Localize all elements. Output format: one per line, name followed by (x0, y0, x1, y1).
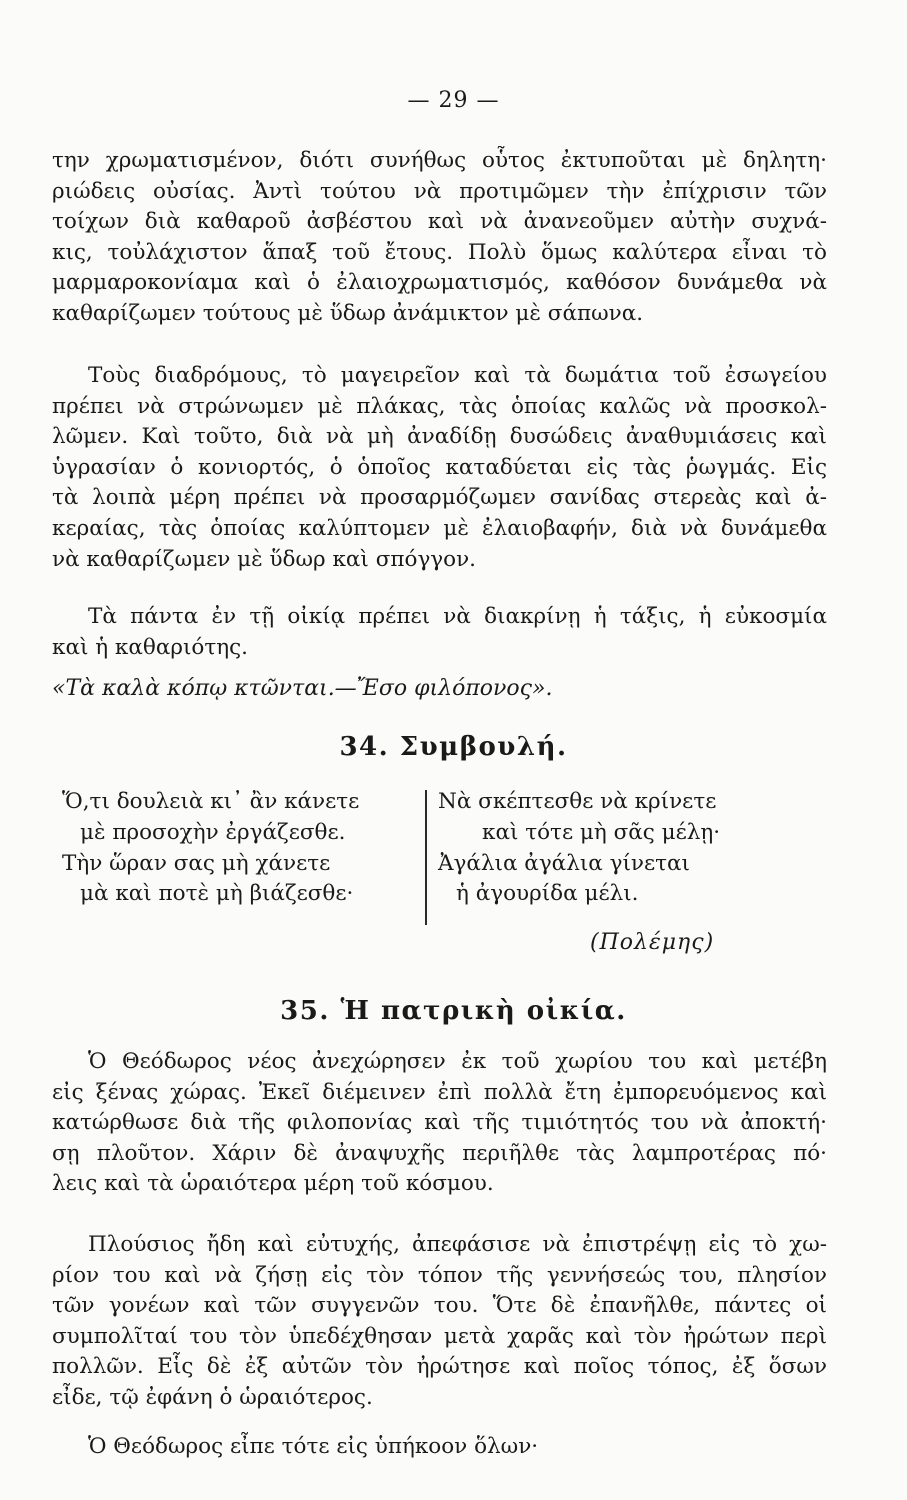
text-line: εἰς ξένας χώρας. Ἐκεῖ διέμεινεν ἐπὶ πολλὰ ἔτη ἐμπορευόμενος καὶ (52, 1079, 827, 1105)
text-line: καὶ ἡ καθαριότης. (52, 634, 249, 660)
section-34-title: 34. Συμβουλή. (339, 732, 568, 762)
paragraph-theodoros-speech (52, 1432, 827, 1463)
text-line: την χρωματισμένον, διότι συνήθως οὗτος ἐκτυποῦται μὲ δηλητη· (52, 148, 827, 173)
poem-author: (Πολέμης) (590, 930, 715, 955)
text-line: εἶδε, τῷ ἐφάνη ὁ ὡραιότερος. (52, 1384, 373, 1410)
poem-right-column (438, 787, 720, 910)
poem-line: μὲ προσοχὴν ἐργάζεσθε. (80, 819, 346, 845)
text-line: Τοὺς διαδρόμους, τὸ μαγειρεῖον καὶ τὰ δωμάτια τοῦ ἐσωγείου (88, 363, 827, 388)
poem-line: Ἀγάλια ἀγάλια γίνεται (438, 850, 690, 876)
text-line: τοίχων διὰ καθαροῦ ἀσβέστου καὶ νὰ ἀνανεοῦμεν αὐτὴν συχνά- (52, 209, 827, 235)
text-line: κατώρθωσε διὰ τῆς φιλοπονίας καὶ τῆς τιμιότητός του νὰ ἀποκτή· (52, 1110, 827, 1136)
text-line: συμπολῖταί του τὸν ὑπεδέχθησαν μετὰ χαρᾶς καὶ τὸν ἠρώτων περὶ (52, 1323, 827, 1349)
poem-line: Τὴν ὥραν σας μὴ χάνετε (62, 850, 331, 876)
text-line: λεις καὶ τὰ ὡραιότερα μέρη τοῦ κόσμου. (52, 1171, 494, 1197)
text-line: κεραίας, τὰς ὁποίας καλύπτομεν μὲ ἐλαιοβαφήν, διὰ νὰ δυνάμεθα (52, 515, 827, 541)
page-number: — 29 — (407, 88, 500, 113)
paragraph-walls (52, 146, 827, 330)
paragraph-floors (52, 361, 827, 575)
poem-line: μὰ καὶ ποτὲ μὴ βιάζεσθε· (80, 881, 354, 907)
poem-line: Ὅ,τι δουλειὰ κι᾿ ἂν κάνετε (62, 789, 360, 814)
poem-line: ἡ ἀγουρίδα μέλι. (456, 881, 639, 907)
text-line: μαρμαροκονίαμα καὶ ὁ ἐλαιοχρωματισμός, καθόσον δυνάμεθα νὰ (52, 270, 827, 296)
text-line: σῃ πλοῦτον. Χάριν δὲ ἀναψυχῆς περιῆλθε τὰς λαμπροτέρας πό· (52, 1140, 827, 1166)
text-line: τῶν γονέων καὶ τῶν συγγενῶν του. Ὅτε δὲ ἐπανῆλθε, πάντες οἱ (52, 1293, 827, 1319)
paragraph-order (52, 602, 827, 663)
text-line: Τὰ πάντα ἐν τῇ οἰκίᾳ πρέπει νὰ διακρίνῃ ἡ τάξις, ἡ εὐκοσμία (88, 604, 827, 629)
text-line: καθαρίζωμεν τούτους μὲ ὕδωρ ἀνάμικτον μὲ σάπωνα. (52, 300, 644, 326)
section-35-title: 35. Ἡ πατρικὴ οἰκία. (280, 996, 627, 1026)
poem-line: καὶ τότε μὴ σᾶς μέλῃ· (482, 819, 721, 845)
text-line: ὑγρασίαν ὁ κονιορτός, ὁ ὁποῖος καταδύεται εἰς τὰς ῥωγμάς. Εἰς (52, 454, 827, 480)
poem-left-column (62, 787, 359, 910)
text-line: πολλῶν. Εἷς δὲ ἐξ αὐτῶν τὸν ἠρώτησε καὶ ποῖος τόπος, ἐξ ὅσων (52, 1354, 827, 1380)
text-line: κις, τοὐλάχιστον ἅπαξ τοῦ ἔτους. Πολὺ ὅμως καλύτερα εἶναι τὸ (52, 239, 827, 265)
text-line: λῶμεν. Καὶ τοῦτο, διὰ νὰ μὴ ἀναδίδῃ δυσώδεις ἀναθυμιάσεις καὶ (52, 424, 827, 450)
paragraph-theodoros-travels (52, 1047, 827, 1200)
poem-line: Νὰ σκέπτεσθε νὰ κρίνετε (438, 789, 717, 814)
poem-divider (425, 790, 427, 925)
text-line: Ὁ Θεόδωρος νέος ἀνεχώρησεν ἐκ τοῦ χωρίου του καὶ μετέβη (88, 1049, 827, 1074)
paragraph-theodoros-return (52, 1230, 827, 1414)
text-line: πρέπει νὰ στρώνωμεν μὲ πλάκας, τὰς ὁποίας καλῶς νὰ προσκολ- (52, 393, 827, 419)
text-line: τὰ λοιπὰ μέρη πρέπει νὰ προσαρμόζωμεν σανίδας στερεὰς καὶ ἀ- (52, 485, 827, 511)
text-line: ριώδεις οὐσίας. Ἀντὶ τούτου νὰ προτιμῶμεν τὴν ἐπίχρισιν τῶν (52, 178, 827, 204)
motto: «Τὰ καλὰ κόπῳ κτῶνται.—Ἔσο φιλόπονος». (52, 676, 553, 701)
text-line: Ὁ Θεόδωρος εἶπε τότε εἰς ὑπήκοον ὅλων· (88, 1434, 539, 1459)
text-line: Πλούσιος ἤδη καὶ εὐτυχής, ἀπεφάσισε νὰ ἐπιστρέψῃ εἰς τὸ χω- (88, 1232, 827, 1257)
text-line: νὰ καθαρίζωμεν μὲ ὕδωρ καὶ σπόγγον. (52, 546, 476, 572)
text-line: ρίον του καὶ νὰ ζήσῃ εἰς τὸν τόπον τῆς γεννήσεώς του, πλησίον (52, 1262, 827, 1288)
